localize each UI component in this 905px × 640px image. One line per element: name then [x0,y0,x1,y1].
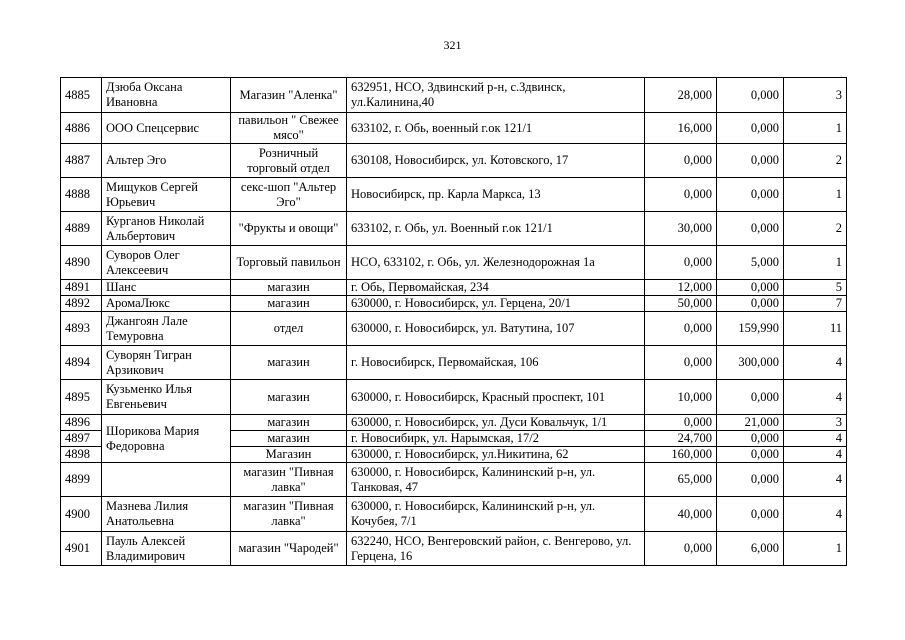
count-cell: 4 [784,497,847,532]
owner-cell: Мазнева Лилия Анатольевна [102,497,231,532]
address-cell: 632951, НСО, Здвинский р-н, с.Здвинск, ул.Калинина,40 [347,78,645,113]
value-1-cell: 40,000 [645,497,717,532]
object-type-cell: магазин "Пивная лавка" [231,463,347,497]
object-type-cell: магазин [231,415,347,431]
table-row [61,415,847,431]
owner-cell: Шорикова Мария Федоровна [102,415,231,463]
count-cell: 4 [784,346,847,380]
table-row [61,78,847,113]
value-2-cell: 5,000 [717,246,784,280]
object-type-cell: Торговый павильон [231,246,347,280]
object-type-cell: магазин [231,380,347,415]
table-row [61,346,847,380]
object-type-cell: "Фрукты и овощи" [231,212,347,246]
object-type-cell: павильон " Свежее мясо" [231,113,347,144]
address-cell: 630000, г. Новосибирск, Калининский р-н, ул. Кочубея, 7/1 [347,497,645,532]
count-cell: 4 [784,380,847,415]
row-id: 4893 [61,312,102,346]
table-row [61,280,847,296]
row-id: 4889 [61,212,102,246]
count-cell: 3 [784,415,847,431]
value-2-cell: 0,000 [717,380,784,415]
count-cell: 4 [784,463,847,497]
object-type-cell: магазин [231,296,347,312]
table-row [61,113,847,144]
value-1-cell: 0,000 [645,312,717,346]
object-type-cell: Розничный торговый отдел [231,144,347,178]
address-cell: 630000, г. Новосибирск, ул. Ватутина, 107 [347,312,645,346]
address-cell: 633102, г. Обь, ул. Военный г.ок 121/1 [347,212,645,246]
value-1-cell: 28,000 [645,78,717,113]
count-cell: 1 [784,246,847,280]
owner-cell: Суворян Тигран Арзикович [102,346,231,380]
page-number: 321 [443,38,462,52]
owner-cell: Суворов Олег Алексеевич [102,246,231,280]
count-cell: 3 [784,78,847,113]
value-2-cell: 300,000 [717,346,784,380]
value-2-cell: 0,000 [717,212,784,246]
value-1-cell: 10,000 [645,380,717,415]
row-id: 4897 [61,431,102,447]
owner-cell: Мищуков Сергей Юрьевич [102,178,231,212]
value-1-cell: 65,000 [645,463,717,497]
count-cell: 5 [784,280,847,296]
registry-table [60,77,847,566]
value-2-cell: 0,000 [717,280,784,296]
count-cell: 2 [784,144,847,178]
owner-cell: ООО Спецсервис [102,113,231,144]
value-1-cell: 12,000 [645,280,717,296]
object-type-cell: Магазин [231,447,347,463]
table-row [61,144,847,178]
row-id: 4886 [61,113,102,144]
value-2-cell: 0,000 [717,178,784,212]
owner-cell: Альтер Эго [102,144,231,178]
row-id: 4891 [61,280,102,296]
table-row [61,312,847,346]
count-cell: 1 [784,178,847,212]
count-cell: 11 [784,312,847,346]
owner-cell: Кузьменко Илья Евгеньевич [102,380,231,415]
object-type-cell: магазин [231,280,347,296]
value-2-cell: 6,000 [717,532,784,566]
object-type-cell: Магазин "Аленка" [231,78,347,113]
object-type-cell: секс-шоп "Альтер Эго" [231,178,347,212]
value-1-cell: 0,000 [645,415,717,431]
row-id: 4901 [61,532,102,566]
value-1-cell: 16,000 [645,113,717,144]
owner-cell: АромаЛюкс [102,296,231,312]
value-2-cell: 0,000 [717,463,784,497]
object-type-cell: отдел [231,312,347,346]
table-row [61,246,847,280]
address-cell: 630000, г. Новосибирск, Красный проспект, 101 [347,380,645,415]
count-cell: 1 [784,113,847,144]
value-1-cell: 0,000 [645,178,717,212]
value-1-cell: 50,000 [645,296,717,312]
owner-cell: Пауль Алексей Владимирович [102,532,231,566]
row-id: 4896 [61,415,102,431]
object-type-cell: магазин [231,346,347,380]
owner-cell: Дзюба Оксана Ивановна [102,78,231,113]
count-cell: 4 [784,431,847,447]
object-type-cell: магазин "Пивная лавка" [231,497,347,532]
address-cell: 630108, Новосибирск, ул. Котовского, 17 [347,144,645,178]
table-row [61,178,847,212]
value-2-cell: 159,990 [717,312,784,346]
value-2-cell: 0,000 [717,447,784,463]
row-id: 4894 [61,346,102,380]
table-row [61,463,847,497]
value-1-cell: 0,000 [645,144,717,178]
address-cell: Новосибирск, пр. Карла Маркса, 13 [347,178,645,212]
owner-cell [102,463,231,497]
value-2-cell: 0,000 [717,78,784,113]
owner-cell: Джангоян Лале Темуровна [102,312,231,346]
address-cell: 630000, г. Новосибирск, ул.Никитина, 62 [347,447,645,463]
address-cell: 633102, г. Обь, военный г.ок 121/1 [347,113,645,144]
count-cell: 2 [784,212,847,246]
object-type-cell: магазин "Чародей" [231,532,347,566]
value-1-cell: 24,700 [645,431,717,447]
value-1-cell: 0,000 [645,346,717,380]
owner-cell: Шанс [102,280,231,296]
row-id: 4895 [61,380,102,415]
row-id: 4888 [61,178,102,212]
value-2-cell: 0,000 [717,144,784,178]
count-cell: 4 [784,447,847,463]
value-2-cell: 21,000 [717,415,784,431]
object-type-cell: магазин [231,431,347,447]
row-id: 4898 [61,447,102,463]
address-cell: 630000, г. Новосибирск, ул. Дуси Ковальчук, 1/1 [347,415,645,431]
table-row [61,497,847,532]
value-2-cell: 0,000 [717,431,784,447]
address-cell: г. Новосибирк, ул. Нарымская, 17/2 [347,431,645,447]
value-2-cell: 0,000 [717,296,784,312]
table-row [61,296,847,312]
table-row [61,380,847,415]
count-cell: 7 [784,296,847,312]
value-1-cell: 0,000 [645,532,717,566]
count-cell: 1 [784,532,847,566]
row-id: 4890 [61,246,102,280]
address-cell: 630000, г. Новосибирск, ул. Герцена, 20/1 [347,296,645,312]
address-cell: 632240, НСО, Венгеровский район, с. Венгерово, ул. Герцена, 16 [347,532,645,566]
table-row [61,532,847,566]
value-1-cell: 0,000 [645,246,717,280]
address-cell: НСО, 633102, г. Обь, ул. Железнодорожная 1а [347,246,645,280]
address-cell: г. Обь, Первомайская, 234 [347,280,645,296]
table-row [61,212,847,246]
value-1-cell: 30,000 [645,212,717,246]
row-id: 4900 [61,497,102,532]
row-id: 4887 [61,144,102,178]
address-cell: г. Новосибирск, Первомайская, 106 [347,346,645,380]
owner-cell: Курганов Николай Альбертович [102,212,231,246]
row-id: 4885 [61,78,102,113]
value-1-cell: 160,000 [645,447,717,463]
address-cell: 630000, г. Новосибирск, Калининский р-н, ул. Танковая, 47 [347,463,645,497]
row-id: 4892 [61,296,102,312]
value-2-cell: 0,000 [717,497,784,532]
row-id: 4899 [61,463,102,497]
value-2-cell: 0,000 [717,113,784,144]
